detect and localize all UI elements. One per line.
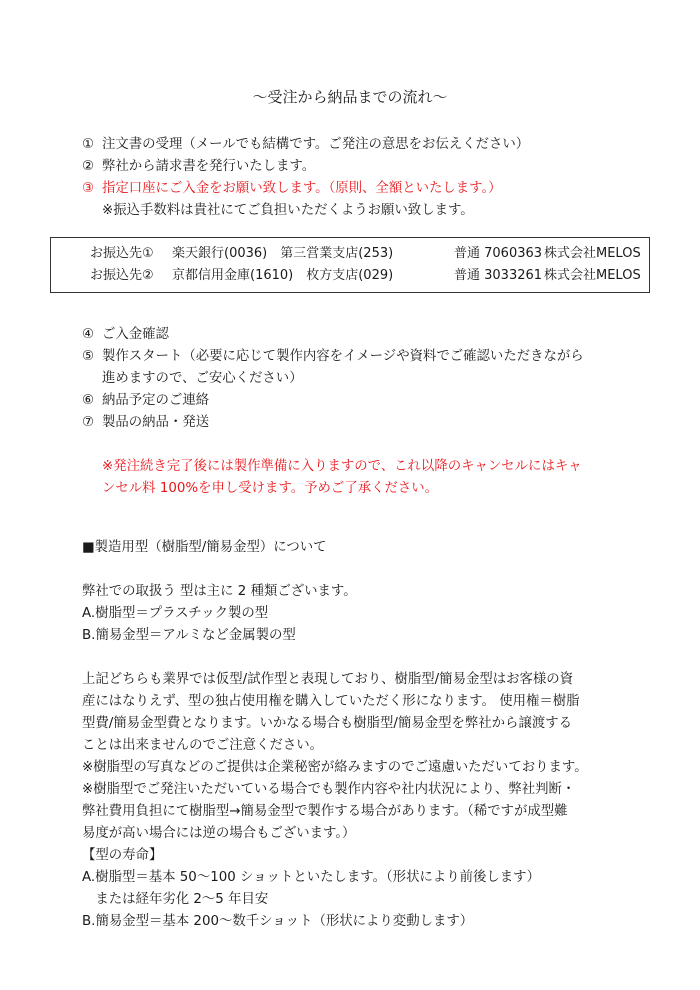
mold-type-a: A.樹脂型＝プラスチック製の型 (82, 606, 269, 621)
bank-account-row (90, 244, 641, 264)
step-number: ⑥ (82, 393, 95, 408)
bank-name: 京都信用金庫(1610) 枚方支店(029) (172, 268, 394, 283)
step-number: ⑤ (82, 349, 95, 364)
mold-paragraph-line: 産にはなりえず、型の独占使用権を購入していただく形になります。 使用権＝樹脂 (82, 694, 580, 709)
bank-account-row (90, 266, 641, 286)
bank-label: お振込先② (90, 268, 154, 283)
step-number: ③ (82, 181, 95, 196)
mold-paragraph-line: 弊社費用負担にて樹脂型→簡易金型で製作する場合があります。（稀ですが成型難 (82, 804, 568, 819)
mold-paragraph-line: 上記どちらも業界では仮型/試作型と表現しており、樹脂型/簡易金型はお客様の資 (82, 672, 574, 687)
page-title: ～受注から納品までの流れ～ (252, 88, 448, 106)
step-5-continued: 進めますので、ご安心ください） (102, 371, 303, 386)
step-text: 製作スタート（必要に応じて製作内容をイメージや資料でご確認いただきながら (102, 349, 584, 364)
step-number: ④ (82, 327, 95, 342)
mold-intro: 弊社での取扱う 型は主に 2 種類ございます。 (82, 584, 357, 599)
step-text: 注文書の受理（メールでも結構です。ご発注の意思をお伝えください） (102, 137, 530, 152)
account-holder: 株式会社MELOS (544, 246, 641, 261)
mold-life-line: または経年劣化 2～5 年目安 (82, 892, 269, 907)
step-text: 弊社から請求書を発行いたします。 (102, 159, 316, 174)
step-1 (82, 135, 529, 155)
mold-type-b: B.簡易金型＝アルミなど金属製の型 (82, 628, 296, 643)
step-number: ① (82, 137, 95, 152)
mold-paragraph-line: 型費/簡易金型費となります。いかなる場合も樹脂型/簡易金型を弊社から譲渡する (82, 716, 573, 731)
step-3 (82, 179, 502, 199)
step-7 (82, 413, 209, 433)
mold-section-heading: ■製造用型（樹脂型/簡易金型）について (82, 540, 327, 555)
mold-paragraph-line: ※樹脂型の写真などのご提供は企業秘密が絡みますのでご遠慮いただいております。 (82, 760, 588, 775)
step-4 (82, 325, 169, 345)
transfer-fee-note: ※振込手数料は貴社にてご負担いただくようお願い致します。 (102, 203, 474, 218)
step-2 (82, 157, 315, 177)
step-text: 製品の納品・発送 (102, 415, 210, 430)
mold-life-heading: 【型の寿命】 (82, 848, 163, 863)
step-text: ご入金確認 (102, 327, 169, 342)
step-text: 納品予定のご連絡 (102, 393, 210, 408)
mold-paragraph-line: 易度が高い場合には逆の場合もございます。） (82, 826, 356, 841)
cancel-note-line: ンセル料 100%を申し受けます。予めご了承ください。 (102, 481, 439, 496)
step-text: 指定口座にご入金をお願い致します。（原則、全額といたします。） (102, 181, 502, 196)
mold-paragraph-line: ※樹脂型でご発注いただいている場合でも製作内容や社内状況により、弊社判断・ (82, 782, 576, 797)
step-number: ⑦ (82, 415, 95, 430)
bank-account-box (50, 237, 650, 293)
cancel-note-line: ※発注続き完了後には製作準備に入りますので、これ以降のキャンセルにはキャ (102, 459, 582, 474)
step-5 (82, 347, 584, 367)
account-number: 普通 3033261 (454, 268, 543, 283)
account-holder: 株式会社MELOS (544, 268, 641, 283)
bank-name: 楽天銀行(0036) 第三営業支店(253) (172, 246, 394, 261)
step-6 (82, 391, 209, 411)
mold-life-line: A.樹脂型＝基本 50～100 ショットといたします。（形状により前後します） (82, 870, 540, 885)
account-number: 普通 7060363 (454, 246, 543, 261)
bank-label: お振込先① (90, 246, 154, 261)
mold-life-line: B.簡易金型＝基本 200～数千ショット（形状により変動します） (82, 914, 474, 929)
mold-paragraph-line: ことは出来ませんのでご注意ください。 (82, 738, 324, 753)
step-number: ② (82, 159, 95, 174)
